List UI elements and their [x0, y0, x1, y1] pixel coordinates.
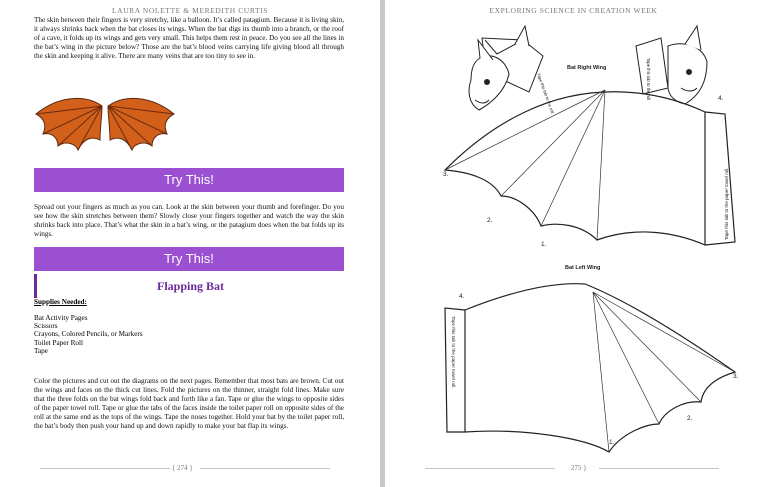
right-wing-tab-text: Tape this tab to the paper towel roll.: [724, 167, 729, 240]
fold-label-4: 4.: [718, 95, 724, 102]
face-tab-text-left: Tape this tab to the roll: [536, 72, 556, 114]
footer-rule: [40, 468, 170, 469]
left-fold-label-1: 1.: [609, 439, 615, 446]
bat-activity-cutouts: [385, 0, 762, 487]
page-number-right: 275 }: [571, 464, 587, 472]
left-fold-label-4: 4.: [459, 293, 465, 300]
footer-rule: [425, 468, 555, 469]
right-wing-illustration: [108, 98, 174, 150]
running-head-right: EXPLORING SCIENCE IN CREATION WEEK: [489, 6, 658, 15]
activity-title: Flapping Bat: [34, 274, 344, 298]
fold-label-3: 3.: [443, 171, 449, 178]
face-tab-text-right: Tape this tab to the roll: [646, 58, 651, 101]
left-fold-label-3: 3.: [733, 373, 739, 380]
fold-label-2: 2.: [487, 217, 493, 224]
try-this-1-text: Spread out your fingers as much as you can. Look at the skin between your thumb and forefinger. Do you see how the skin stretches between them? Slowly close your fingers together and watch the way the skin shrinks back into place. That’s what the skin in a bat’s wing, or the patagium does when the bat folds up its wings.: [34, 203, 344, 238]
try-this-banner-1: Try This!: [34, 168, 344, 192]
left-wing-title: Bat Left Wing: [565, 265, 601, 271]
footer-rule: [200, 468, 330, 469]
left-wing-tab-text: Tape this tab to the paper towel roll.: [451, 316, 456, 389]
bat-left-wing-cutout: [445, 284, 735, 452]
intro-paragraph: The skin between their fingers is very stretchy, like a balloon. It’s called patagium. Because it is living skin, it always shrinks back when the bat closes its wings. When the bat digs its thumb into a branch, or the roof of a cave, it folds up its wings and gets very small. This helps them rest in peace. Do you see all the lines in the bat’s wing in the picture below? Those are the bat’s blood veins carrying life giving blood all through the skin and keeping it alive. There are many veins that are too tiny to see in.: [34, 16, 344, 60]
supply-item: Crayons, Colored Pencils, or Markers: [34, 330, 143, 339]
left-fold-label-2: 2.: [687, 415, 693, 422]
right-wing-title: Bat Right Wing: [567, 65, 607, 71]
supply-item: Bat Activity Pages: [34, 314, 88, 322]
activity-instructions: Color the pictures and cut out the diagrams on the next pages. Remember that most bats are brown. Cut out the wings and faces on the thick cut lines. Fold the pictures on the thinner, straight fold lines. Make sure that the three folds on the bat wings fold back and forth like a fan. Tape or glue the wings to opposite sides of the paper towel roll. Tape or glue the tabs of the faces inside the toilet paper roll on opposite sides of the roll at the same end as the tops of the wings. Tape the noses together. Hold your bat by the toilet paper roll, the bat’s body then push your hand up and down rapidly to make your bat flap its wings.: [34, 377, 344, 430]
supply-item: Scissors: [34, 322, 58, 331]
fold-label-1: 1.: [541, 241, 547, 248]
supplies-list: [34, 314, 143, 355]
supply-item: Tape: [34, 346, 48, 355]
footer-rule: [599, 468, 719, 469]
bat-wings-illustration: [30, 92, 180, 154]
supplies-heading: Supplies Needed:: [34, 298, 87, 306]
right-page: [385, 0, 762, 487]
running-head-left: LAURA NOLETTE & MEREDITH CURTIS: [111, 6, 269, 15]
try-this-banner-2: Try This!: [34, 247, 344, 271]
left-wing-illustration: [36, 98, 102, 150]
page-number-left: { 274 }: [172, 464, 193, 472]
bat-face-left-cutout: [469, 26, 543, 110]
supply-item: Toilet Paper Roll: [34, 338, 84, 347]
left-wing-fold-lines: [593, 292, 735, 452]
left-page: [0, 0, 380, 487]
